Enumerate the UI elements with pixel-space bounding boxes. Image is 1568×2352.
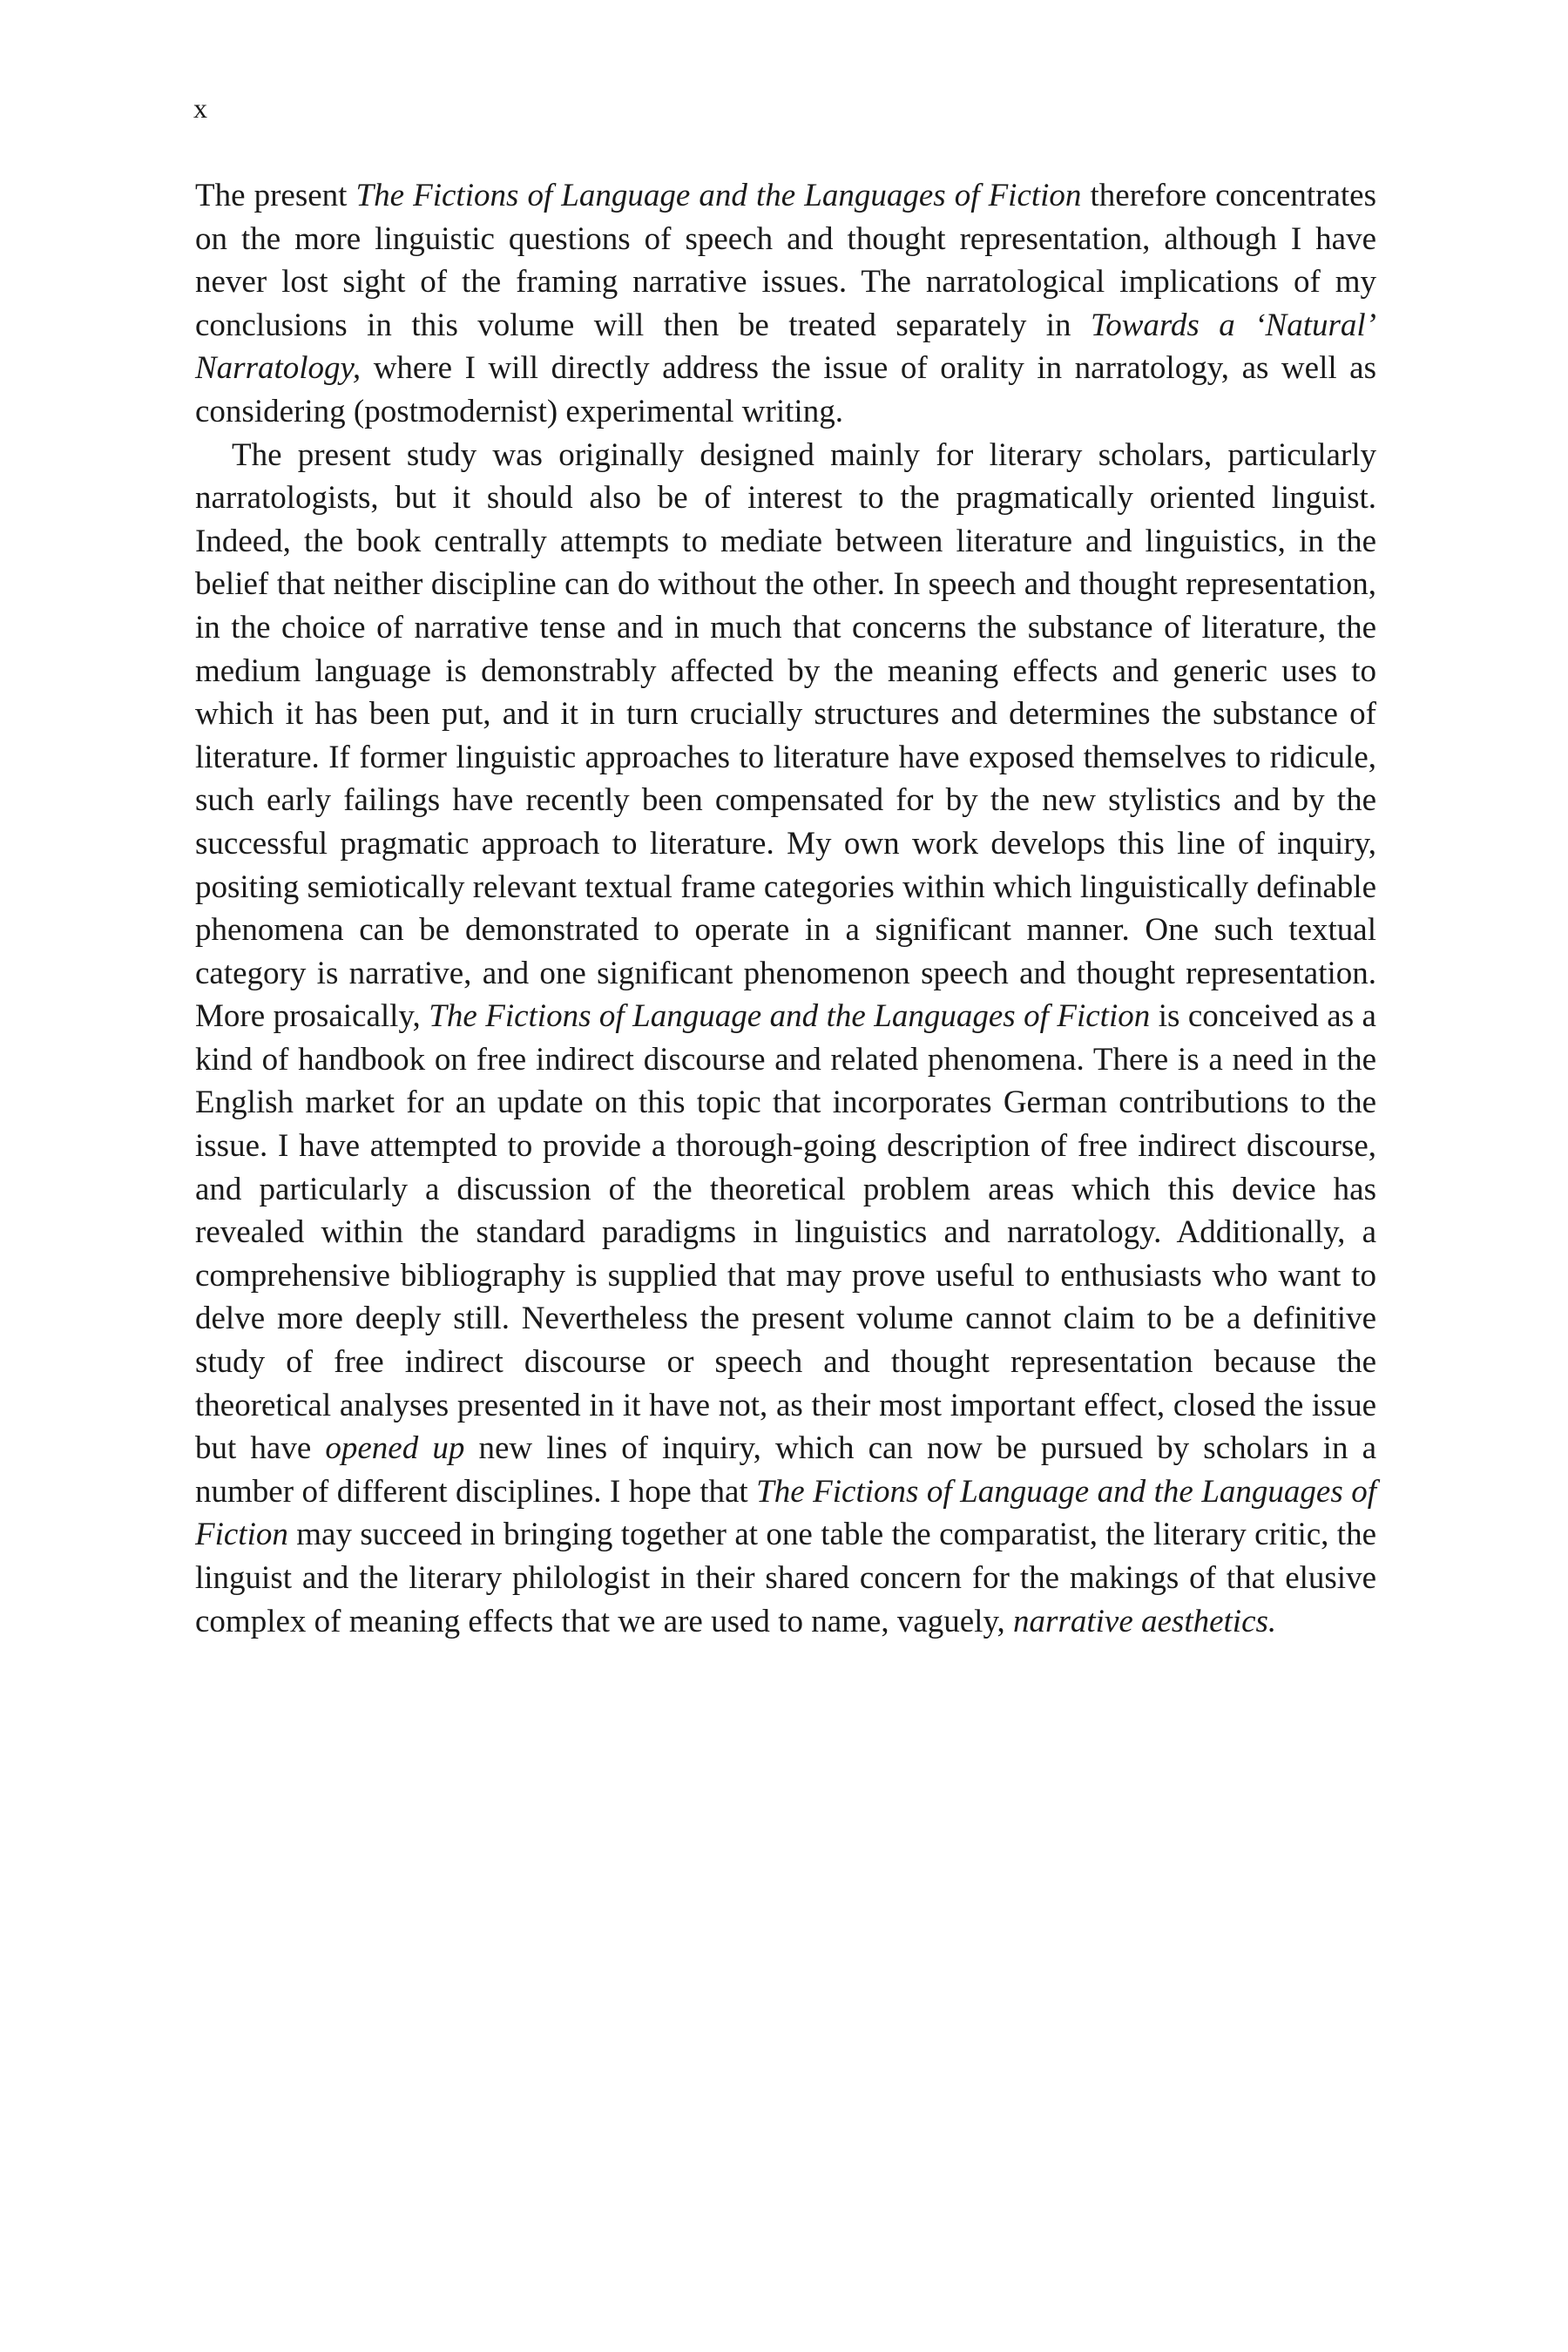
italic-text-segment: Towards a ‘Natural’ Narratology, [195, 307, 1376, 387]
italic-text-segment: narrative aesthetics. [1013, 1603, 1277, 1639]
text-segment: The present study was originally designed mainly for literary scholars, particularly narratologists, but it should also be of interest to the pragmatically oriented linguist. Indeed, the book centrally attempts to mediate between literature and linguistics, in the belief that neither discipline can do without the other. In speech and thought representation, in the choice of narrative tense and in much that concerns the substance of literature, the medium language is demonstrably affected by the meaning effects and generic uses to which it has been put, and it in turn crucially structures and determines the substance of literature. If former linguistic approaches to literature have exposed themselves to ridicule, such early failings have recently been compensated for by the new stylistics and by the successful pragmatic approach to literature. My own work develops this line of inquiry, positing semiotically relevant textual frame categories within which linguistically definable phenomena can be demonstrated to operate in a significant manner. One such textual category is narrative, and one significant phenomenon speech and thought representation. More prosaically, [195, 436, 1376, 1035]
paragraph [195, 434, 1376, 1644]
page-number: x [193, 92, 207, 124]
text-segment: is conceived as a kind of handbook on free indirect discourse and related phenomena. There is a need in the English market for an update on this topic that incorporates German contributions to the issue. I have attempted to provide a thorough-going description of free indirect discourse, and particularly a discussion of the theoretical problem areas which this device has revealed within the standard paradigms in linguistics and narratology. Additionally, a comprehensive bibliography is supplied that may prove useful to enthusiasts who want to delve more deeply still. Nevertheless the present volume cannot claim to be a definitive study of free indirect discourse or speech and thought representation because the theoretical analyses presented in it have not, as their most important effect, closed the issue but have [195, 998, 1376, 1467]
italic-text-segment: The Fictions of Language and the Languages of Fiction [195, 1473, 1376, 1553]
text-segment: The present [195, 178, 356, 213]
body-text [195, 174, 1376, 1643]
text-segment: new lines of inquiry, which can now be pursued by scholars in a number of different disciplines. I hope that [195, 1430, 1376, 1510]
text-segment: where I will directly address the issue of orality in narratology, as well as considering (postmodernist) experimental writing. [195, 350, 1376, 429]
italic-text-segment: The Fictions of Language and the Languages of Fiction [429, 998, 1151, 1035]
text-segment: may succeed in bringing together at one table the comparatist, the literary critic, the linguist and the literary philologist in their shared concern for the makings of that elusive complex of meaning effects that we are used to name, vaguely, [195, 1517, 1376, 1639]
italic-text-segment: opened up [325, 1430, 465, 1467]
italic-text-segment: The Fictions of Language and the Languages of Fiction [355, 178, 1082, 213]
text-segment: therefore concentrates on the more linguistic questions of speech and thought representation, although I have never lost sight of the framing narrative issues. The narratological implications of my conclusions in this volume will then be treated separately in [195, 178, 1376, 343]
paragraph [195, 174, 1376, 434]
